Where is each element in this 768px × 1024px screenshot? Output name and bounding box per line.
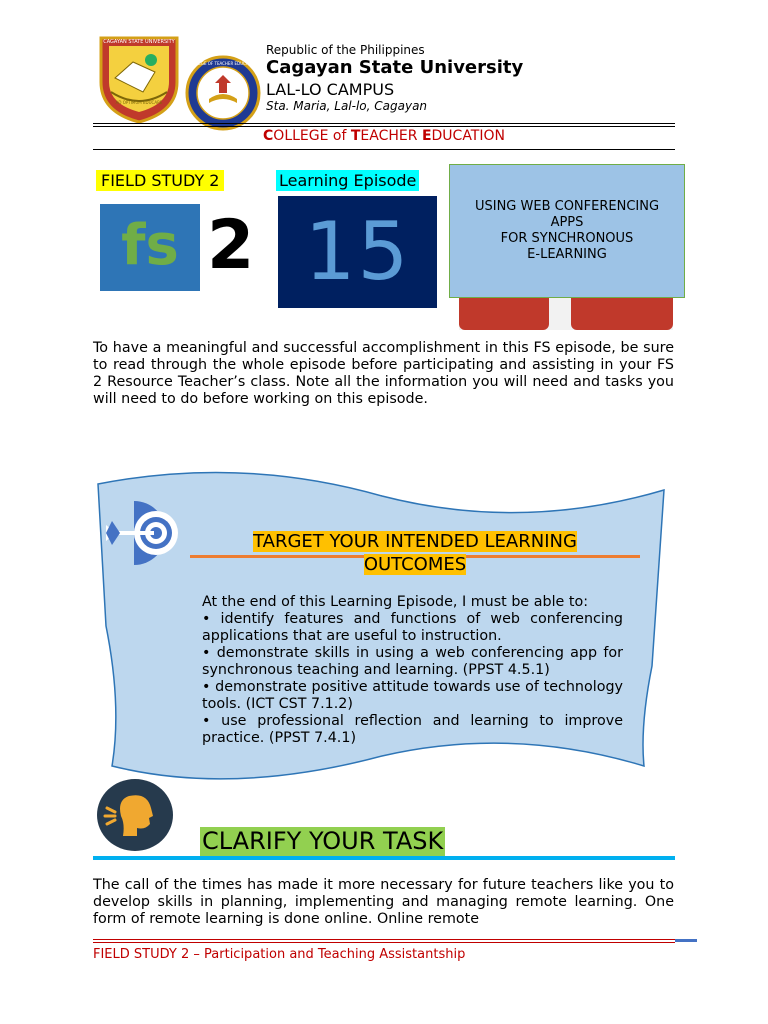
footer-line-bottom (93, 942, 675, 943)
episode-number: 15 (278, 196, 437, 308)
title-photo (459, 298, 673, 330)
clarify-paragraph: The call of the times has made it more necessary for future teachers like you to develop skills in planning, implementing and managing remote learning. One form of remote learning is done online. Online remote (93, 877, 674, 927)
learning-outcomes (202, 594, 623, 747)
speaking-head-icon (95, 778, 175, 852)
episode-title-line-1: USING WEB CONFERENCING APPS (474, 199, 660, 230)
episode-title-box (449, 164, 685, 298)
seal2-text: COLLEGE OF TEACHER EDUCATION (187, 61, 259, 66)
footer-accent (675, 939, 697, 942)
target-title (210, 530, 620, 576)
outcome-item: • identify features and functions of web conferencing applications that are useful to instruction. (202, 611, 623, 644)
outcome-item: • demonstrate skills in using a web conferencing app for synchronous teaching and learning. (PPST 4.5.1) (202, 645, 623, 678)
outcomes-lead: At the end of this Learning Episode, I must be able to: (202, 594, 589, 610)
clarify-underline (93, 856, 675, 860)
field-study-label: FIELD STUDY 2 (96, 170, 224, 191)
college-title (93, 128, 675, 144)
field-study-number: 2 (207, 206, 255, 285)
seal-text: CAGAYAN STATE UNIVERSITY (103, 39, 175, 45)
outcome-item: • use professional reflection and learning to improve practice. (PPST 7.4.1) (202, 713, 623, 746)
learning-episode-label: Learning Episode (276, 170, 419, 191)
footer-text: FIELD STUDY 2 – Participation and Teaching Assistantship (93, 947, 466, 962)
footer-line-top (93, 939, 675, 940)
college-cap-e: E (421, 128, 432, 144)
cte-seal-icon (185, 55, 261, 131)
episode-title-line-3: E-LEARNING (527, 247, 607, 262)
campus-name: LAL-LO CAMPUS (266, 80, 395, 99)
college-rest-3: DUCATION (431, 128, 505, 144)
header-divider-mid (93, 126, 675, 127)
intro-paragraph: To have a meaningful and successful accomplishment in this FS episode, be sure to read through the whole episode before participating and assisting in your FS 2 Resource Teacher’s class. Note all the information you will need and tasks you will need to do before working on this episode. (93, 340, 674, 407)
college-cap-t: T (350, 128, 361, 144)
episode-title-line-2: FOR SYNCHRONOUS (500, 231, 634, 246)
college-rest-1: OLLEGE of (273, 128, 351, 144)
college-cap-c: C (263, 128, 274, 144)
college-rest-2: EACHER (360, 128, 422, 144)
university-seal-icon (93, 32, 185, 124)
target-arrow-icon (104, 493, 184, 573)
clarify-title: CLARIFY YOUR TASK (202, 827, 444, 855)
header-divider-bottom (93, 149, 675, 150)
republic-text: Republic of the Philippines (266, 43, 425, 57)
target-title-text: TARGET YOUR INTENDED LEARNING OUTCOMES (253, 531, 577, 575)
university-name: Cagayan State University (266, 57, 524, 78)
campus-address: Sta. Maria, Lal-lo, Cagayan (266, 99, 428, 113)
header-divider-top (93, 123, 675, 124)
fs-logo: fs (100, 204, 200, 291)
outcome-item: • demonstrate positive attitude towards use of technology tools. (ICT CST 7.1.2) (202, 679, 623, 712)
seal-motto: AD OPTIMUM EDUCARE (115, 100, 163, 105)
